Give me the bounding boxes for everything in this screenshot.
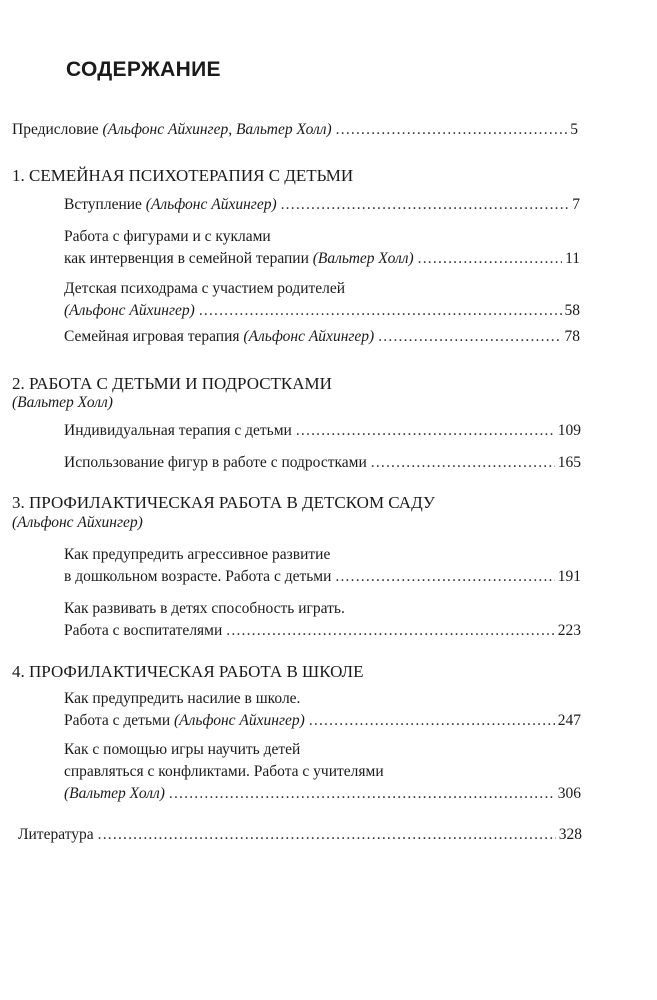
entry-text: как интервенция в семейной терапии (64, 250, 309, 267)
page-number: 109 (557, 422, 581, 439)
entry-text: в дошкольном возрасте. Работа с детьми (64, 568, 332, 585)
entry-author: (Альфонс Айхингер) (64, 302, 195, 319)
page-number: 78 (564, 328, 580, 345)
entry-text-line: Как с помощью игры научить детей (64, 741, 301, 758)
page-number: 247 (557, 712, 581, 729)
toc-entry[interactable] (64, 278, 580, 322)
section-author: (Вальтер Холл) (12, 394, 113, 411)
toc-entry[interactable] (64, 688, 581, 732)
entry-author: (Альфонс Айхингер, Вальтер Холл) (102, 121, 332, 138)
toc-entry-literature[interactable] (18, 824, 582, 846)
page-number: 11 (565, 250, 580, 267)
entry-text: Работа с детьми (64, 712, 171, 729)
section-title: 2. РАБОТА С ДЕТЬМИ И ПОДРОСТКАМИ (12, 374, 332, 393)
section-title: 4. ПРОФИЛАКТИЧЕСКАЯ РАБОТА В ШКОЛЕ (12, 662, 364, 681)
toc-entry-preface[interactable] (12, 119, 578, 141)
entry-text: Использование фигур в работе с подростками (64, 454, 367, 471)
toc-entry[interactable] (64, 194, 580, 216)
page-number: 191 (557, 568, 581, 585)
page-title: СОДЕРЖАНИЕ (66, 58, 221, 81)
entry-author: (Альфонс Айхингер) (145, 196, 277, 213)
entry-text: Вступление (64, 196, 142, 213)
entry-text-line: Детская психодрама с участием родителей (64, 280, 346, 297)
entry-author: (Альфонс Айхингер) (174, 712, 305, 729)
dot-leader (309, 710, 555, 732)
entry-text-line: Как развивать в детях способность играть. (64, 600, 345, 617)
entry-text-line: Как предупредить насилие в школе. (64, 690, 301, 707)
dot-leader (336, 119, 568, 141)
dot-leader (98, 824, 556, 846)
entry-text: Индивидуальная терапия с детьми (64, 422, 292, 439)
entry-author: (Альфонс Айхингер) (243, 328, 375, 345)
page-number: 58 (564, 302, 580, 319)
toc-entry[interactable] (64, 544, 581, 588)
entry-author: (Вальтер Холл) (64, 785, 165, 802)
page-number: 7 (572, 196, 580, 213)
dot-leader (296, 420, 555, 442)
entry-text: Предисловие (12, 121, 99, 138)
page-number: 328 (558, 826, 582, 843)
toc-entry[interactable] (64, 598, 581, 642)
entry-text: Литература (18, 826, 94, 843)
toc-entry[interactable] (64, 420, 581, 442)
dot-leader (226, 620, 554, 642)
entry-text-line: справляться с конфликтами. Работа с учителями (64, 763, 384, 780)
page-number: 306 (557, 785, 581, 802)
entry-text-line: Работа с фигурами и с куклами (64, 228, 271, 245)
toc-entry[interactable] (64, 739, 581, 805)
entry-text: Семейная игровая терапия (64, 328, 240, 345)
toc-entry[interactable] (64, 326, 580, 348)
dot-leader (378, 326, 561, 348)
dot-leader (281, 194, 570, 216)
section-title: 3. ПРОФИЛАКТИЧЕСКАЯ РАБОТА В ДЕТСКОМ САДУ (12, 493, 435, 512)
page-number: 5 (570, 121, 578, 138)
entry-author: (Вальтер Холл) (312, 250, 414, 267)
page-number: 223 (557, 622, 581, 639)
entry-text-line: Как предупредить агрессивное развитие (64, 546, 331, 563)
dot-leader (199, 300, 562, 322)
toc-entry[interactable] (64, 452, 581, 474)
toc-entry[interactable] (64, 226, 580, 270)
dot-leader (371, 452, 555, 474)
dot-leader (418, 248, 562, 270)
page-number: 165 (557, 454, 581, 471)
section-author: (Альфонс Айхингер) (12, 514, 143, 531)
dot-leader (169, 783, 555, 805)
section-title: 1. СЕМЕЙНАЯ ПСИХОТЕРАПИЯ С ДЕТЬМИ (12, 166, 354, 185)
dot-leader (335, 566, 554, 588)
entry-text: Работа с воспитателями (64, 622, 223, 639)
